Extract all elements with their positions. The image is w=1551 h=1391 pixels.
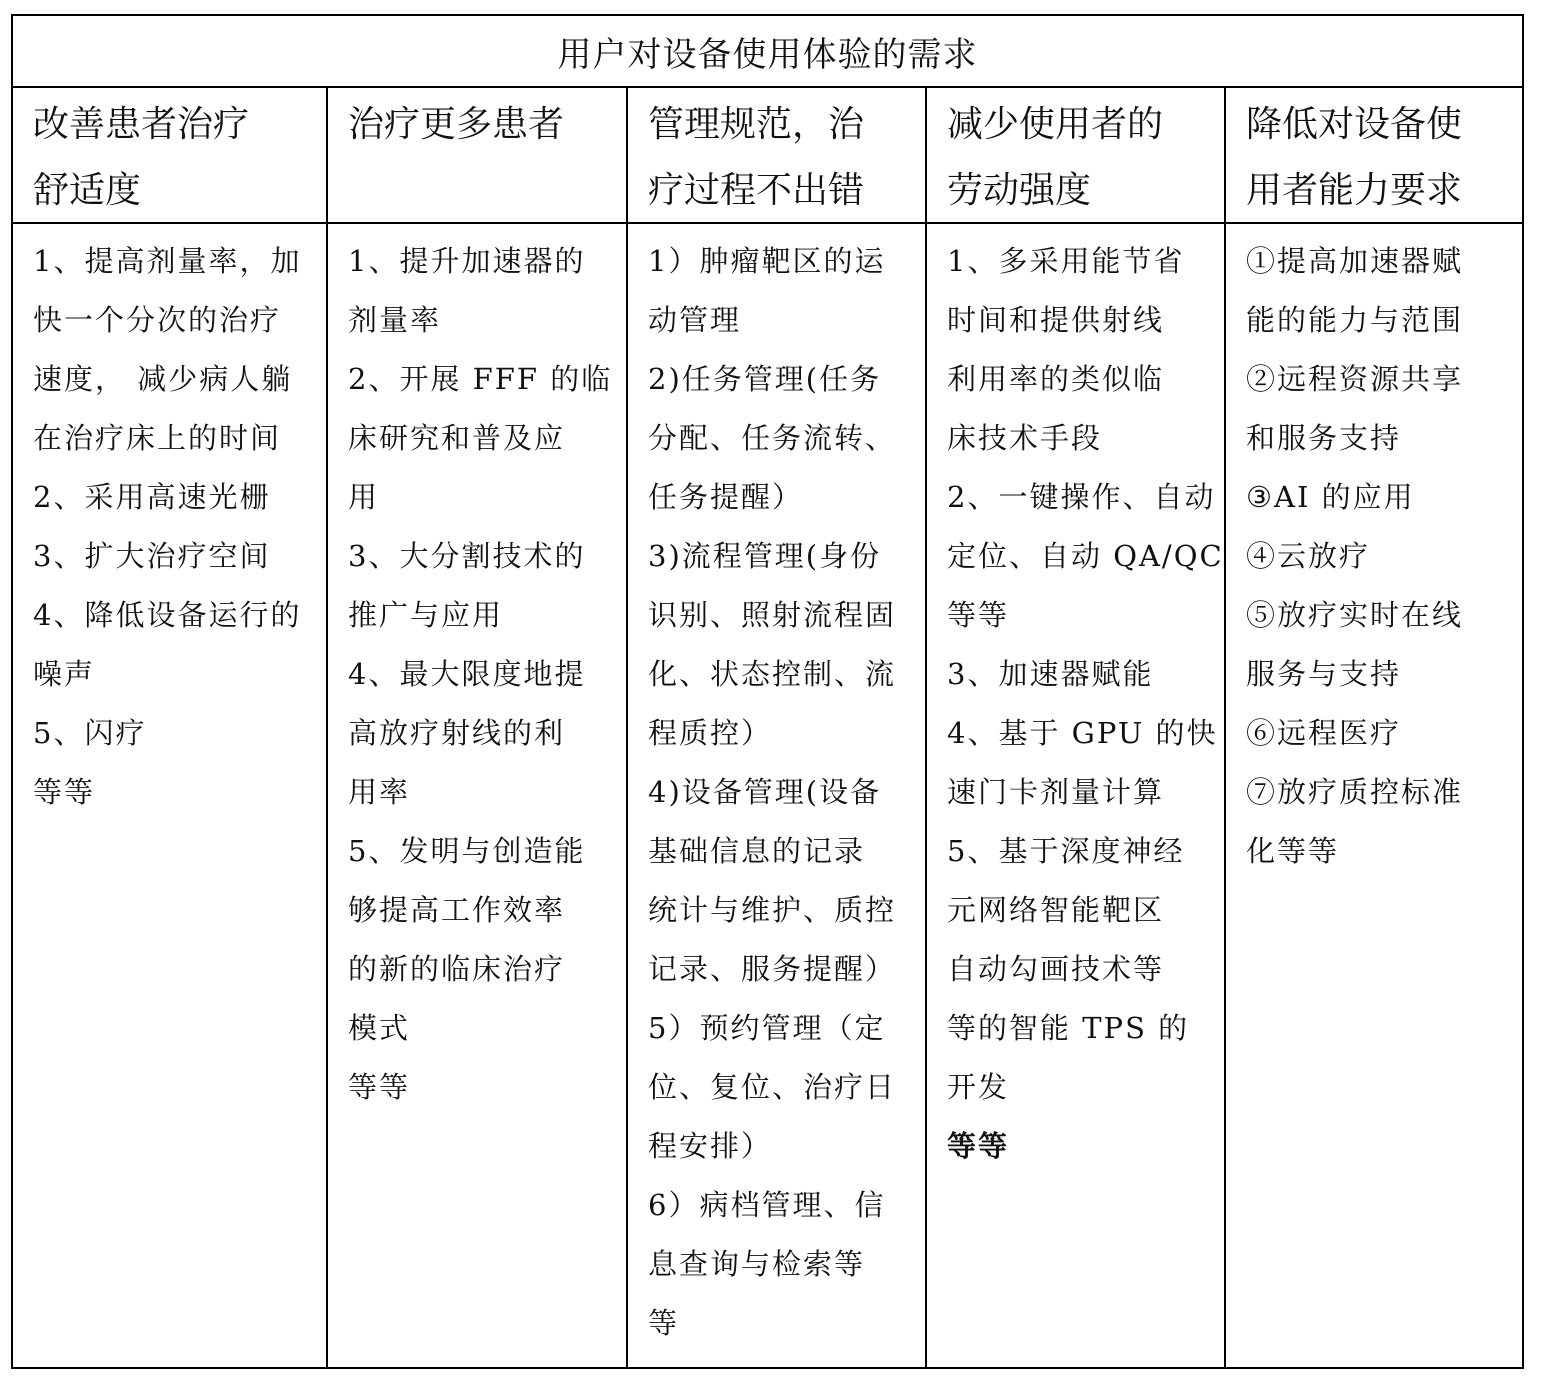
list-item: ②远程资源共享 <box>1246 362 1464 396</box>
column-header <box>13 86 326 224</box>
list-item: 在治疗床上的时间 <box>33 421 282 455</box>
list-item: 6）病档管理、信 <box>648 1188 886 1222</box>
list-item: 任务提醒） <box>648 480 804 514</box>
list-item: 开发 <box>947 1070 1010 1104</box>
column-patient-comfort <box>13 86 328 1367</box>
requirements-table <box>11 14 1524 1369</box>
list-item: 程安排） <box>648 1129 773 1163</box>
list-item: 能的能力与范围 <box>1246 303 1464 337</box>
header-line: 劳动强度 <box>947 170 1092 211</box>
list-item: 1、提高剂量率，加 <box>33 244 302 278</box>
list-item: 分配、任务流转、 <box>648 421 897 455</box>
list-item: 等等 <box>947 1129 1010 1163</box>
list-item: 和服务支持 <box>1246 421 1402 455</box>
list-item: 推广与应用 <box>348 598 504 632</box>
header-line: 管理规范，治 <box>648 104 865 145</box>
list-item: 4、基于 GPU 的快 <box>947 716 1218 750</box>
list-item: ⑤放疗实时在线 <box>1246 598 1464 632</box>
list-item: 2、一键操作、自动 <box>947 480 1216 514</box>
list-item: 用 <box>348 480 380 514</box>
list-item: 5、发明与创造能 <box>348 834 586 868</box>
list-item: 用率 <box>348 775 411 809</box>
list-item: 元网络智能靶区 <box>947 893 1165 927</box>
list-item: 2)任务管理(任务 <box>648 362 882 396</box>
list-item: 化等等 <box>1246 834 1340 868</box>
list-item: ①提高加速器赋 <box>1246 244 1464 278</box>
column-workload <box>927 86 1226 1367</box>
column-body <box>328 224 626 1367</box>
header-line: 降低对设备使 <box>1246 104 1463 145</box>
column-more-patients <box>328 86 628 1367</box>
header-line: 改善患者治疗 <box>33 104 250 145</box>
list-item: 床技术手段 <box>947 421 1103 455</box>
header-line: 舒适度 <box>33 170 142 211</box>
list-item: 定位、自动 QA/QC <box>947 539 1224 573</box>
list-item: 息查询与检索等 <box>648 1247 866 1281</box>
list-item: 1、多采用能节省 <box>947 244 1185 278</box>
table-title: 用户对设备使用体验的需求 <box>13 16 1522 88</box>
list-item: 等的智能 TPS 的 <box>947 1011 1190 1045</box>
list-item: 动管理 <box>648 303 742 337</box>
list-item: 的新的临床治疗 <box>348 952 566 986</box>
list-item: 程质控） <box>648 716 773 750</box>
list-item: ⑦放疗质控标准 <box>1246 775 1464 809</box>
header-line: 减少使用者的 <box>947 104 1164 145</box>
list-item: 5、闪疗 <box>33 716 147 750</box>
list-item: 3、扩大治疗空间 <box>33 539 271 573</box>
list-item: 高放疗射线的利 <box>348 716 566 750</box>
list-item: ③AI 的应用 <box>1246 480 1415 514</box>
list-item: ⑥远程医疗 <box>1246 716 1402 750</box>
column-body <box>927 224 1224 1367</box>
list-item: 3、加速器赋能 <box>947 657 1154 691</box>
header-line: 用者能力要求 <box>1246 170 1463 211</box>
list-item: 床研究和普及应 <box>348 421 566 455</box>
list-item: 记录、服务提醒） <box>648 952 897 986</box>
list-item: 2、开展 FFF 的临 <box>348 362 613 396</box>
list-item: 化、状态控制、流 <box>648 657 897 691</box>
column-header <box>328 86 626 224</box>
column-body <box>628 224 925 1367</box>
list-item: 3、大分割技术的 <box>348 539 586 573</box>
list-item: 1）肿瘤靶区的运 <box>648 244 886 278</box>
column-header <box>628 86 925 224</box>
list-item: 服务与支持 <box>1246 657 1402 691</box>
list-item: ④云放疗 <box>1246 539 1371 573</box>
list-item: 5、基于深度神经 <box>947 834 1185 868</box>
list-item: 3)流程管理(身份 <box>648 539 882 573</box>
list-item: 快一个分次的治疗 <box>33 303 282 337</box>
list-item: 等等 <box>348 1070 411 1104</box>
header-line: 疗过程不出错 <box>648 170 865 211</box>
list-item: 统计与维护、质控 <box>648 893 897 927</box>
list-item: 4、降低设备运行的 <box>33 598 302 632</box>
list-item: 剂量率 <box>348 303 442 337</box>
list-item: 等 <box>648 1306 680 1340</box>
list-item: 噪声 <box>33 657 96 691</box>
list-item: 等等 <box>947 598 1010 632</box>
column-user-skill <box>1226 86 1522 1367</box>
list-item: 5）预约管理（定 <box>648 1011 886 1045</box>
table-columns <box>13 86 1522 1367</box>
list-item: 等等 <box>33 775 96 809</box>
list-item: 利用率的类似临 <box>947 362 1165 396</box>
list-item: 速门卡剂量计算 <box>947 775 1165 809</box>
column-header <box>1226 86 1522 224</box>
header-line: 治疗更多患者 <box>348 104 565 145</box>
list-item: 位、复位、治疗日 <box>648 1070 897 1104</box>
list-item: 速度， 减少病人躺 <box>33 362 293 396</box>
list-item: 4)设备管理(设备 <box>648 775 882 809</box>
list-item: 4、最大限度地提 <box>348 657 586 691</box>
list-item: 识别、照射流程固 <box>648 598 897 632</box>
list-item: 自动勾画技术等 <box>947 952 1165 986</box>
column-body <box>1226 224 1522 1367</box>
list-item: 1、提升加速器的 <box>348 244 586 278</box>
list-item: 够提高工作效率 <box>348 893 566 927</box>
list-item: 时间和提供射线 <box>947 303 1165 337</box>
list-item: 模式 <box>348 1011 411 1045</box>
list-item: 基础信息的记录 <box>648 834 866 868</box>
column-management <box>628 86 927 1367</box>
column-header <box>927 86 1224 224</box>
column-body <box>13 224 326 1367</box>
list-item: 2、采用高速光栅 <box>33 480 271 514</box>
